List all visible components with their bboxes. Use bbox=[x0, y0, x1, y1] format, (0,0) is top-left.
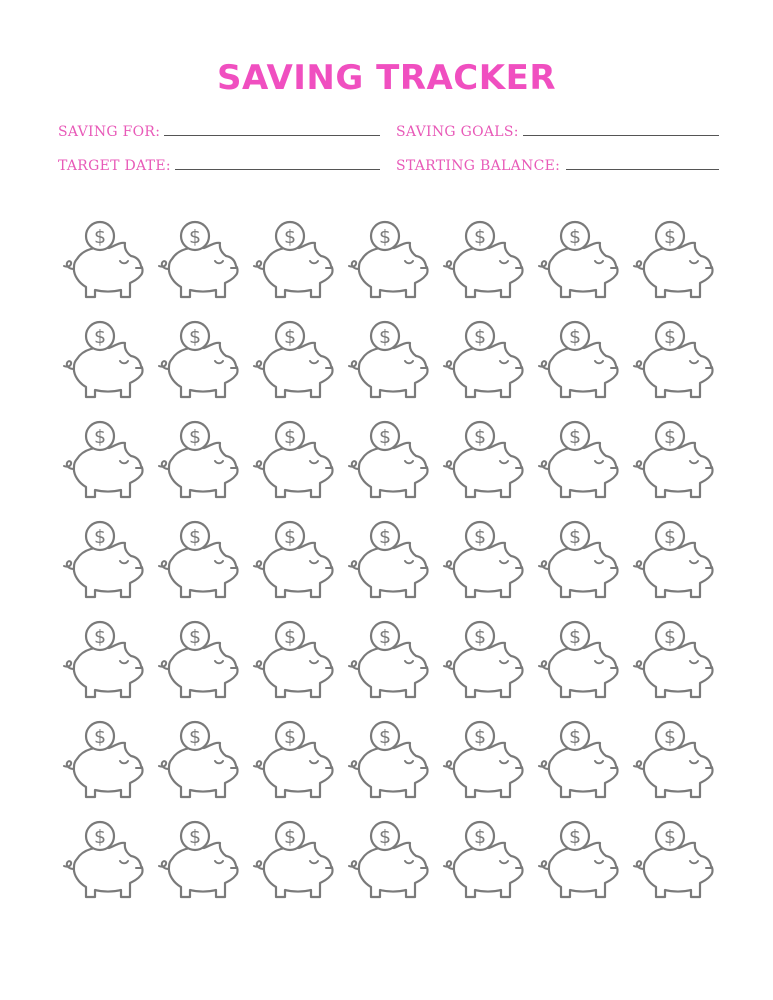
piggy-bank-icon[interactable] bbox=[247, 415, 342, 515]
saving-for-line[interactable] bbox=[164, 134, 380, 136]
svg-text:$: $ bbox=[378, 226, 392, 248]
svg-text:$: $ bbox=[93, 826, 107, 848]
piggy-bank-icon[interactable] bbox=[342, 615, 437, 715]
starting-balance-line[interactable] bbox=[566, 168, 719, 170]
piggy-bank-icon[interactable] bbox=[57, 315, 152, 415]
piggy-bank-icon[interactable] bbox=[342, 715, 437, 815]
svg-text:$: $ bbox=[473, 226, 487, 248]
target-date-line[interactable] bbox=[175, 168, 380, 170]
piggy-bank-icon[interactable] bbox=[437, 215, 532, 315]
svg-text:$: $ bbox=[378, 826, 392, 848]
piggy-bank-icon[interactable] bbox=[437, 715, 532, 815]
piggy-bank-icon[interactable] bbox=[152, 515, 247, 615]
saving-goals-label: SAVING GOALS: bbox=[396, 124, 519, 140]
svg-text:$: $ bbox=[188, 726, 202, 748]
piggy-bank-icon[interactable] bbox=[342, 315, 437, 415]
svg-text:$: $ bbox=[378, 526, 392, 548]
piggy-bank-icon[interactable] bbox=[152, 815, 247, 915]
piggy-bank-icon[interactable] bbox=[152, 615, 247, 715]
svg-text:$: $ bbox=[473, 826, 487, 848]
svg-text:$: $ bbox=[188, 626, 202, 648]
piggy-bank-icon[interactable] bbox=[437, 315, 532, 415]
svg-text:$: $ bbox=[568, 726, 582, 748]
piggy-bank-icon[interactable] bbox=[532, 815, 627, 915]
svg-text:$: $ bbox=[568, 426, 582, 448]
svg-text:$: $ bbox=[93, 226, 107, 248]
starting-balance-field[interactable] bbox=[396, 158, 719, 174]
svg-text:$: $ bbox=[663, 626, 677, 648]
piggy-bank-icon[interactable] bbox=[532, 215, 627, 315]
piggy-bank-icon[interactable] bbox=[437, 615, 532, 715]
piggy-bank-icon[interactable] bbox=[152, 315, 247, 415]
piggy-bank-icon[interactable] bbox=[627, 215, 722, 315]
piggy-bank-icon[interactable] bbox=[627, 515, 722, 615]
piggy-bank-icon[interactable] bbox=[247, 815, 342, 915]
piggy-bank-icon[interactable] bbox=[627, 615, 722, 715]
piggy-bank-icon[interactable] bbox=[532, 415, 627, 515]
piggy-bank-icon[interactable] bbox=[627, 715, 722, 815]
piggy-bank-icon[interactable] bbox=[152, 415, 247, 515]
svg-text:$: $ bbox=[93, 726, 107, 748]
saving-goals-line[interactable] bbox=[523, 134, 719, 136]
piggy-bank-icon[interactable] bbox=[627, 815, 722, 915]
piggy-bank-icon[interactable] bbox=[57, 415, 152, 515]
svg-text:$: $ bbox=[568, 326, 582, 348]
target-date-field[interactable] bbox=[58, 158, 380, 174]
svg-text:$: $ bbox=[93, 626, 107, 648]
piggy-bank-icon[interactable] bbox=[437, 515, 532, 615]
svg-text:$: $ bbox=[568, 226, 582, 248]
svg-text:$: $ bbox=[188, 526, 202, 548]
svg-text:$: $ bbox=[283, 726, 297, 748]
piggy-bank-icon[interactable] bbox=[152, 715, 247, 815]
svg-text:$: $ bbox=[378, 626, 392, 648]
svg-text:$: $ bbox=[663, 226, 677, 248]
piggy-bank-icon[interactable] bbox=[437, 415, 532, 515]
svg-text:$: $ bbox=[663, 326, 677, 348]
piggy-bank-icon[interactable] bbox=[57, 215, 152, 315]
saving-goals-field[interactable] bbox=[396, 124, 719, 140]
svg-text:$: $ bbox=[663, 726, 677, 748]
svg-text:$: $ bbox=[568, 526, 582, 548]
svg-text:$: $ bbox=[283, 826, 297, 848]
piggy-bank-grid bbox=[57, 215, 717, 915]
piggy-bank-icon[interactable] bbox=[627, 415, 722, 515]
piggy-bank-icon[interactable] bbox=[247, 315, 342, 415]
piggy-bank-icon[interactable] bbox=[342, 215, 437, 315]
svg-text:$: $ bbox=[568, 626, 582, 648]
svg-text:$: $ bbox=[378, 426, 392, 448]
piggy-bank-icon[interactable] bbox=[247, 715, 342, 815]
svg-text:$: $ bbox=[93, 426, 107, 448]
piggy-bank-icon[interactable] bbox=[532, 515, 627, 615]
svg-text:$: $ bbox=[473, 326, 487, 348]
svg-text:$: $ bbox=[473, 426, 487, 448]
piggy-bank-icon[interactable] bbox=[342, 815, 437, 915]
piggy-bank-icon[interactable] bbox=[342, 415, 437, 515]
piggy-bank-icon[interactable] bbox=[532, 715, 627, 815]
svg-text:$: $ bbox=[283, 326, 297, 348]
svg-text:$: $ bbox=[663, 526, 677, 548]
piggy-bank-icon[interactable] bbox=[342, 515, 437, 615]
svg-text:$: $ bbox=[283, 426, 297, 448]
svg-text:$: $ bbox=[473, 526, 487, 548]
piggy-bank-icon[interactable] bbox=[57, 815, 152, 915]
piggy-bank-icon[interactable] bbox=[437, 815, 532, 915]
piggy-bank-icon[interactable] bbox=[532, 315, 627, 415]
svg-text:$: $ bbox=[188, 326, 202, 348]
piggy-bank-icon[interactable] bbox=[247, 215, 342, 315]
svg-text:$: $ bbox=[473, 726, 487, 748]
svg-text:$: $ bbox=[378, 726, 392, 748]
svg-text:$: $ bbox=[378, 326, 392, 348]
piggy-bank-icon[interactable] bbox=[247, 515, 342, 615]
svg-text:$: $ bbox=[473, 626, 487, 648]
saving-for-label: SAVING FOR: bbox=[58, 124, 161, 140]
saving-for-field[interactable] bbox=[58, 124, 380, 140]
svg-text:$: $ bbox=[93, 326, 107, 348]
piggy-bank-icon[interactable] bbox=[57, 615, 152, 715]
starting-balance-label: STARTING BALANCE: bbox=[396, 158, 561, 174]
piggy-bank-icon[interactable] bbox=[247, 615, 342, 715]
svg-text:$: $ bbox=[188, 826, 202, 848]
piggy-bank-icon[interactable] bbox=[57, 515, 152, 615]
target-date-label: TARGET DATE: bbox=[58, 158, 171, 174]
page-title: SAVING TRACKER bbox=[216, 58, 557, 98]
svg-text:$: $ bbox=[188, 226, 202, 248]
svg-text:$: $ bbox=[283, 526, 297, 548]
svg-text:$: $ bbox=[93, 526, 107, 548]
svg-text:$: $ bbox=[283, 226, 297, 248]
piggy-bank-icon[interactable] bbox=[57, 715, 152, 815]
piggy-bank-icon[interactable] bbox=[627, 315, 722, 415]
svg-text:$: $ bbox=[663, 826, 677, 848]
svg-text:$: $ bbox=[663, 426, 677, 448]
piggy-bank-icon[interactable] bbox=[152, 215, 247, 315]
piggy-bank-icon[interactable] bbox=[532, 615, 627, 715]
svg-text:$: $ bbox=[283, 626, 297, 648]
svg-text:$: $ bbox=[188, 426, 202, 448]
svg-text:$: $ bbox=[568, 826, 582, 848]
